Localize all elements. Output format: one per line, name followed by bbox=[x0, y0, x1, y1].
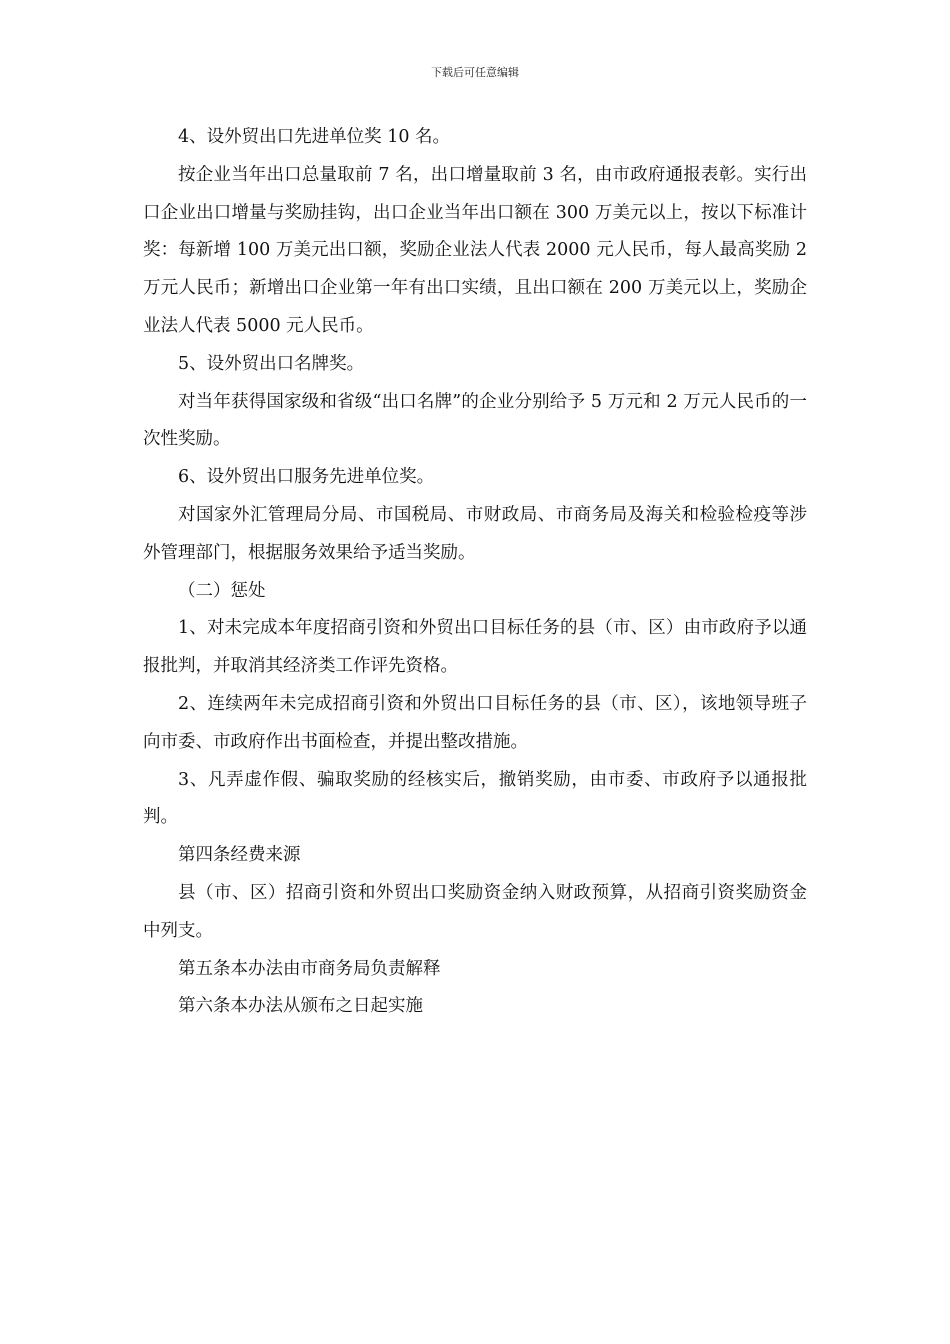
paragraph-item-4-body: 按企业当年出口总量取前 7 名，出口增量取前 3 名，由市政府通报表彰。实行出口企业出口增量与奖励挂钩，出口企业当年出口额在 300 万美元以上，按以下标准计奖：每新增 100 万美元出口额，奖励企业法人代表 2000 元人民币，每人最高奖励 2 万元人民币；新增出口企业第一年有出口实绩，且出口额在 200 万美元以上，奖励企业法人代表 5000 元人民币。 bbox=[143, 164, 807, 336]
paragraph-penalty-1: 1、对未完成本年度招商引资和外贸出口目标任务的县（市、区）由市政府予以通报批判，并取消其经济类工作评先资格。 bbox=[143, 618, 807, 677]
article-4-body: 县（市、区）招商引资和外贸出口奖励资金纳入财政预算，从招商引资奖励资金中列支。 bbox=[143, 882, 807, 941]
paragraph-item-6-body: 对国家外汇管理局分局、市国税局、市财政局、市商务局及海关和检验检疫等涉外管理部门，根据服务效果给予适当奖励。 bbox=[143, 504, 807, 563]
paragraph-item-5-body: 对当年获得国家级和省级“出口名牌”的企业分别给予 5 万元和 2 万元人民币的一次性奖励。 bbox=[143, 391, 807, 450]
article-4-heading: 第四条经费来源 bbox=[178, 845, 301, 866]
document-body bbox=[143, 119, 807, 1026]
paragraph-penalty-3: 3、凡弄虚作假、骗取奖励的经核实后，撤销奖励，由市委、市政府予以通报批判。 bbox=[143, 769, 807, 828]
paragraph-item-4-heading: 4、设外贸出口先进单位奖 10 名。 bbox=[178, 127, 451, 147]
paragraph-item-5-heading: 5、设外贸出口名牌奖。 bbox=[178, 353, 365, 374]
article-6: 第六条本办法从颁布之日起实施 bbox=[178, 996, 423, 1017]
paragraph-item-6-heading: 6、设外贸出口服务先进单位奖。 bbox=[178, 467, 435, 488]
paragraph-penalty-2: 2、连续两年未完成招商引资和外贸出口目标任务的县（市、区），该地领导班子向市委、市政府作出书面检查，并提出整改措施。 bbox=[143, 693, 807, 752]
article-5: 第五条本办法由市商务局负责解释 bbox=[178, 958, 441, 979]
page-header: 下载后可任意编辑 bbox=[431, 66, 519, 79]
section-heading-penalty: （二）惩处 bbox=[178, 580, 266, 601]
